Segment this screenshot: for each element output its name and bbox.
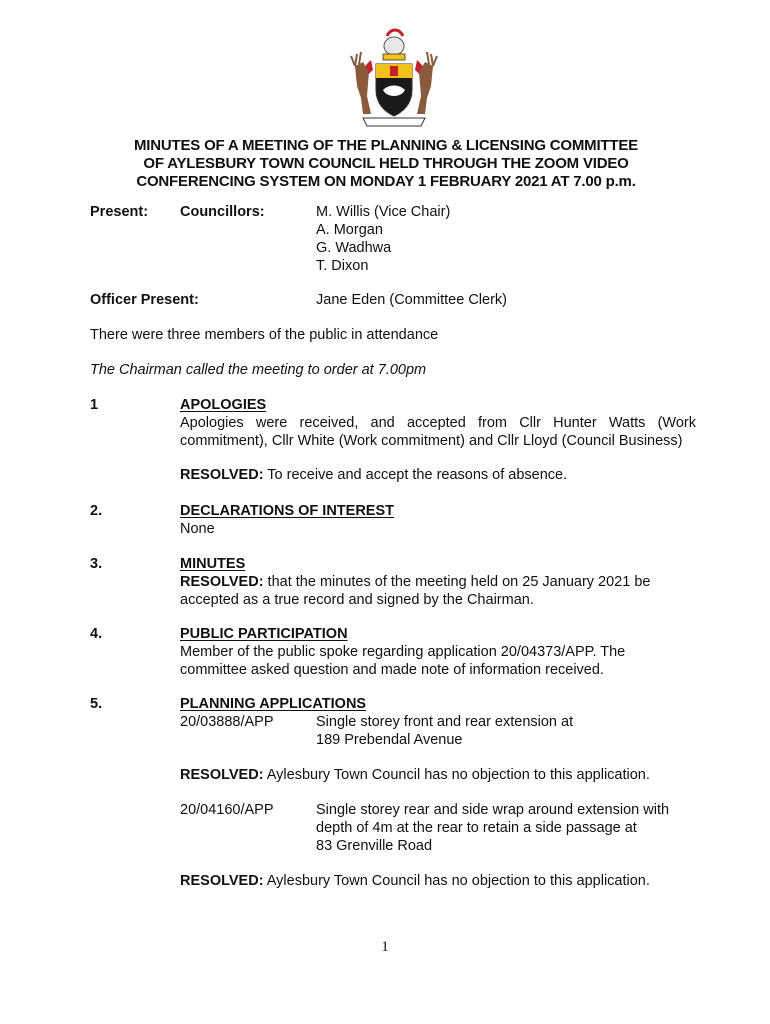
application-description-line: 83 Grenville Road xyxy=(316,838,433,854)
application-resolution xyxy=(180,766,650,784)
item-heading-public-participation: PUBLIC PARTICIPATION xyxy=(180,626,348,642)
item-number: 3. xyxy=(90,556,103,572)
resolved-text: To receive and accept the reasons of absence. xyxy=(263,467,568,483)
apologies-line: Apologies were received, and accepted from Cllr Hunter Watts (Work xyxy=(180,415,696,431)
item-heading-planning-applications: PLANNING APPLICATIONS xyxy=(180,696,367,712)
councillor-list xyxy=(316,203,450,275)
resolved-label: RESOLVED: xyxy=(180,467,264,483)
item-heading-apologies: APOLOGIES xyxy=(180,397,267,413)
participation-line: Member of the public spoke regarding application 20/04373/APP. The xyxy=(180,644,626,660)
councillor-name: A. Morgan xyxy=(316,222,383,238)
resolved-text: Aylesbury Town Council has no objection to this application. xyxy=(263,767,650,783)
item-heading-declarations: DECLARATIONS OF INTEREST xyxy=(180,503,395,519)
participation-line: committee asked question and made note of information received. xyxy=(180,662,604,678)
councillor-name: M. Willis (Vice Chair) xyxy=(316,204,451,220)
apologies-resolution xyxy=(180,466,567,484)
apologies-line: commitment), Cllr White (Work commitment) and Cllr Lloyd (Council Business) xyxy=(180,433,683,449)
item-heading-minutes: MINUTES xyxy=(180,556,246,572)
application-description-line: Single storey rear and side wrap around extension with xyxy=(316,802,670,818)
councillor-name: T. Dixon xyxy=(316,258,369,274)
opening-note: The Chairman called the meeting to order at 7.00pm xyxy=(90,362,427,378)
declarations-text: None xyxy=(180,521,215,537)
application-description-line: Single storey front and rear extension at xyxy=(316,714,574,730)
item-number: 5. xyxy=(90,696,103,712)
application-reference: 20/04160/APP xyxy=(180,802,274,818)
title-line: OF AYLESBURY TOWN COUNCIL HELD THROUGH THE ZOOM VIDEO xyxy=(143,155,629,172)
resolved-label: RESOLVED: xyxy=(180,767,264,783)
apologies-text xyxy=(180,414,696,450)
minutes-resolution-line: accepted as a true record and signed by the Chairman. xyxy=(180,592,534,608)
resolved-label: RESOLVED: xyxy=(180,873,264,889)
participation-text xyxy=(180,643,625,679)
application-resolution xyxy=(180,872,650,890)
minutes-resolution-line xyxy=(180,573,650,591)
minutes-resolution xyxy=(180,573,650,609)
councillor-name: G. Wadhwa xyxy=(316,240,392,256)
councillors-label: Councillors: xyxy=(180,204,265,220)
public-attendance-note: There were three members of the public in attendance xyxy=(90,327,439,343)
item-number: 4. xyxy=(90,626,103,642)
item-number: 1 xyxy=(90,397,99,413)
application-reference: 20/03888/APP xyxy=(180,714,274,730)
council-crest-logo xyxy=(345,26,443,130)
resolved-text: that the minutes of the meeting held on 25 January 2021 be xyxy=(263,574,651,590)
resolved-text: Aylesbury Town Council has no objection to this application. xyxy=(263,873,650,889)
page-title xyxy=(90,137,682,191)
application-description-line: 189 Prebendal Avenue xyxy=(316,732,463,748)
present-label: Present: xyxy=(90,204,149,220)
application-description-line: depth of 4m at the rear to retain a side passage at xyxy=(316,820,637,836)
resolved-label: RESOLVED: xyxy=(180,574,264,590)
application-description xyxy=(316,801,669,855)
title-line: MINUTES OF A MEETING OF THE PLANNING & LICENSING COMMITTEE xyxy=(134,137,638,154)
title-line: CONFERENCING SYSTEM ON MONDAY 1 FEBRUARY 2021 AT 7.00 p.m. xyxy=(136,173,636,190)
officer-name: Jane Eden (Committee Clerk) xyxy=(316,292,507,308)
application-description xyxy=(316,713,573,749)
item-number: 2. xyxy=(90,503,103,519)
page-number: 1 xyxy=(381,939,389,955)
officer-label: Officer Present: xyxy=(90,292,199,308)
